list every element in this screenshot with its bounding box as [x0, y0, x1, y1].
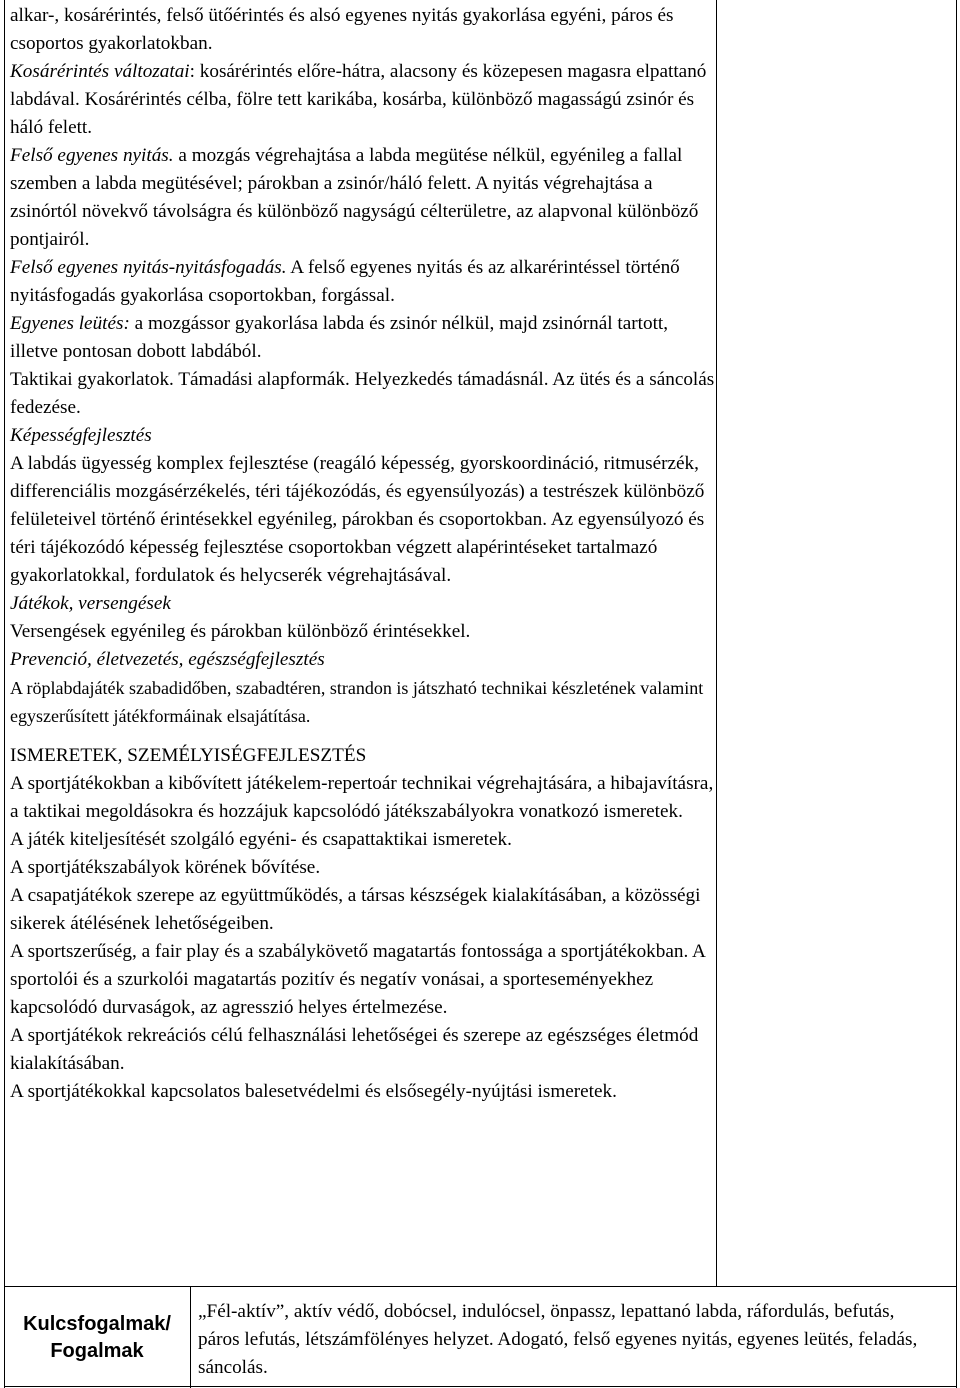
- table-border-right: [956, 0, 957, 1388]
- paragraph: Versengések egyénileg és párokban különböző érintésekkel.: [10, 621, 471, 642]
- italic-heading: Kosárérintés változatai: [10, 61, 190, 82]
- paragraph: Taktikai gyakorlatok. Támadási alapformák. Helyezkedés támadásnál. Az ütés és a sáncolás fedezése.: [10, 369, 715, 418]
- paragraph: A sportjátékokban a kibővített játékelem-repertoár technikai végrehajtására, a hibajavításra, a taktikai megoldásokra és hozzájuk kapcsolódó játékszabályokra vonatkozó ismeretek.: [10, 773, 714, 822]
- italic-heading: Felső egyenes nyitás.: [10, 145, 174, 166]
- paragraph: Kosárérintés változatai: kosárérintés előre-hátra, alacsony és közepesen magasra elpattanó labdával. Kosárérintés célba, fölre tett karikába, kosárba, különböző magasságú zsinór és háló felett.: [10, 61, 707, 138]
- paragraph: alkar-, kosárérintés, felső ütőérintés és alsó egyenes nyitás gyakorlása egyéni, páros és csoportos gyakorlatokban.: [10, 5, 674, 54]
- paragraph: Egyenes leütés: a mozgássor gyakorlása labda és zsinór nélkül, majd zsinórnál tartott, illetve pontosan dobott labdából.: [10, 313, 669, 362]
- paragraph: Felső egyenes nyitás-nyitásfogadás. A felső egyenes nyitás és az alkarérintéssel történő nyitásfogadás gyakorlása csoportokban, forgással.: [10, 257, 680, 306]
- paragraph: A sportszerűség, a fair play és a szabálykövető magatartás fontossága a sportjátékokban. A sportolói és a szurkolói magatartás pozitív és negatív vonásai, a sporteseményekhez kapcsolódó durvaságok, az agresszió helyes értelmezése.: [10, 941, 705, 1018]
- italic-heading: Egyenes leütés:: [10, 313, 130, 334]
- italic-heading: Felső egyenes nyitás-nyitásfogadás.: [10, 257, 287, 278]
- paragraph: A sportjátékszabályok körének bővítése.: [10, 857, 321, 878]
- paragraph: A sportjátékok rekreációs célú felhasználási lehetőségei és szerepe az egészséges életmód kialakításában.: [10, 1025, 699, 1074]
- key-concepts-label-line1: Kulcsfogalmak/: [23, 1313, 171, 1335]
- paragraph: A játék kiteljesítését szolgáló egyéni- és csapattaktikai ismeretek.: [10, 829, 512, 850]
- key-concepts-label: [6, 1288, 188, 1388]
- content-column: [10, 2, 716, 1106]
- paragraph: Felső egyenes nyitás. a mozgás végrehajtása a labda megütése nélkül, egyénileg a fallal szemben a labda megütésével; párokban a zsinór/háló felett. A nyitás végrehajtása a zsinórtól növekvő távolságra és különböző nagyságú célterületre, az alapvonal különböző pontjairól.: [10, 145, 699, 250]
- paragraph: A sportjátékokkal kapcsolatos balesetvédelmi és elsősegély-nyújtási ismeretek.: [10, 1081, 617, 1102]
- table-border-mid: [716, 0, 717, 1286]
- section-heading: ISMERETEK, SZEMÉLYISÉGFEJLESZTÉS: [10, 745, 367, 766]
- table-border-row: [4, 1286, 957, 1287]
- paragraph: A csapatjátékok szerepe az együttműködés, a társas készségek kialakításában, a közösségi sikerek átélésének lehetőségeiben.: [10, 885, 701, 934]
- section-heading: Képességfejlesztés: [10, 425, 152, 446]
- spacer: [10, 730, 716, 742]
- paragraph: A labdás ügyesség komplex fejlesztése (reagáló képesség, gyorskoordináció, ritmusérzék, differenciális mozgásérzékelés, téri tájékozódás, és egyensúlyozás) a testrészek különböző felületeivel történő érintésekkel egyénileg, párokban és csoportokban. Az egyensúlyozó és téri tájékozódó képesség fejlesztése csoportokban végzett alapérintéseket tartalmazó gyakorlatokkal, fordulatok és helycserék végrehajtásával.: [10, 453, 705, 586]
- section-heading: Játékok, versengések: [10, 593, 171, 614]
- section-heading: Prevenció, életvezetés, egészségfejlesztés: [10, 649, 325, 670]
- paragraph: A röplabdajáték szabadidőben, szabadtéren, strandon is játszható technikai készletének valamint egyszerűsített játékformáinak elsajátítása.: [10, 678, 704, 726]
- key-concepts-label-line2: Fogalmak: [50, 1340, 144, 1362]
- table-border-footer-divider: [190, 1286, 191, 1388]
- table-border-left: [4, 0, 5, 1388]
- key-concepts-text: „Fél-aktív”, aktív védő, dobócsel, indulócsel, önpassz, lepattanó labda, ráfordulás, befutás, páros lefutás, létszámfölényes helyzet. Adogató, felső egyenes nyitás, egyenes leütés, feladás, sáncolás.: [198, 1301, 918, 1378]
